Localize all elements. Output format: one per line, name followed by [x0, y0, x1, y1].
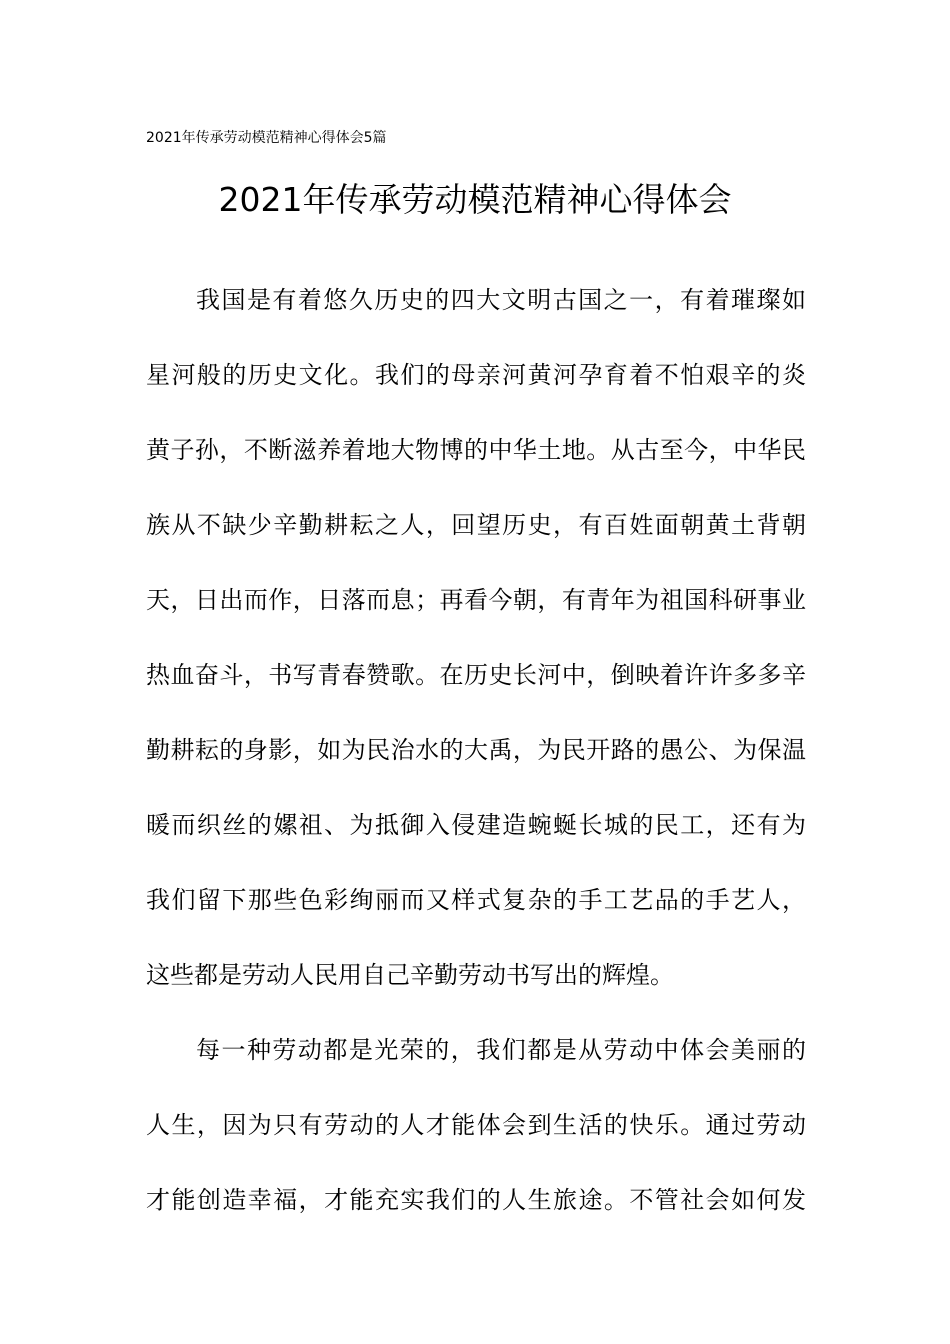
paragraph-line: 这些都是劳动人民用自己辛勤劳动书写出的辉煌。 [146, 961, 674, 989]
document-title: 2021年传承劳动模范精神心得体会 [218, 180, 732, 219]
paragraph-line: 每一种劳动都是光荣的，我们都是从劳动中体会美丽的 [196, 1036, 806, 1064]
paragraph-line: 才能创造幸福，才能充实我们的人生旅途。不管社会如何发 [146, 1186, 806, 1214]
paragraph-line: 黄子孙，不断滋养着地大物博的中华土地。从古至今，中华民 [146, 436, 806, 464]
paragraph-line: 人生，因为只有劳动的人才能体会到生活的快乐。通过劳动 [146, 1111, 806, 1139]
paragraph-line: 我们留下那些色彩绚丽而又样式复杂的手工艺品的手艺人， [146, 886, 806, 914]
paragraph-line: 星河般的历史文化。我们的母亲河黄河孕育着不怕艰辛的炎 [146, 361, 806, 389]
paragraph-line: 族从不缺少辛勤耕耘之人，回望历史，有百姓面朝黄土背朝 [146, 511, 806, 539]
paragraph-line: 天，日出而作，日落而息；再看今朝，有青年为祖国科研事业 [146, 586, 806, 614]
running-header: 2021年传承劳动模范精神心得体会5篇 [146, 130, 387, 146]
paragraph-line: 暖而织丝的嫘祖、为抵御入侵建造蜿蜒长城的民工，还有为 [146, 811, 806, 839]
paragraph-line: 我国是有着悠久历史的四大文明古国之一，有着璀璨如 [196, 286, 806, 314]
paragraph-line: 热血奋斗，书写青春赞歌。在历史长河中，倒映着许许多多辛 [146, 661, 806, 689]
paragraph-line: 勤耕耘的身影，如为民治水的大禹，为民开路的愚公、为保温 [146, 736, 806, 764]
